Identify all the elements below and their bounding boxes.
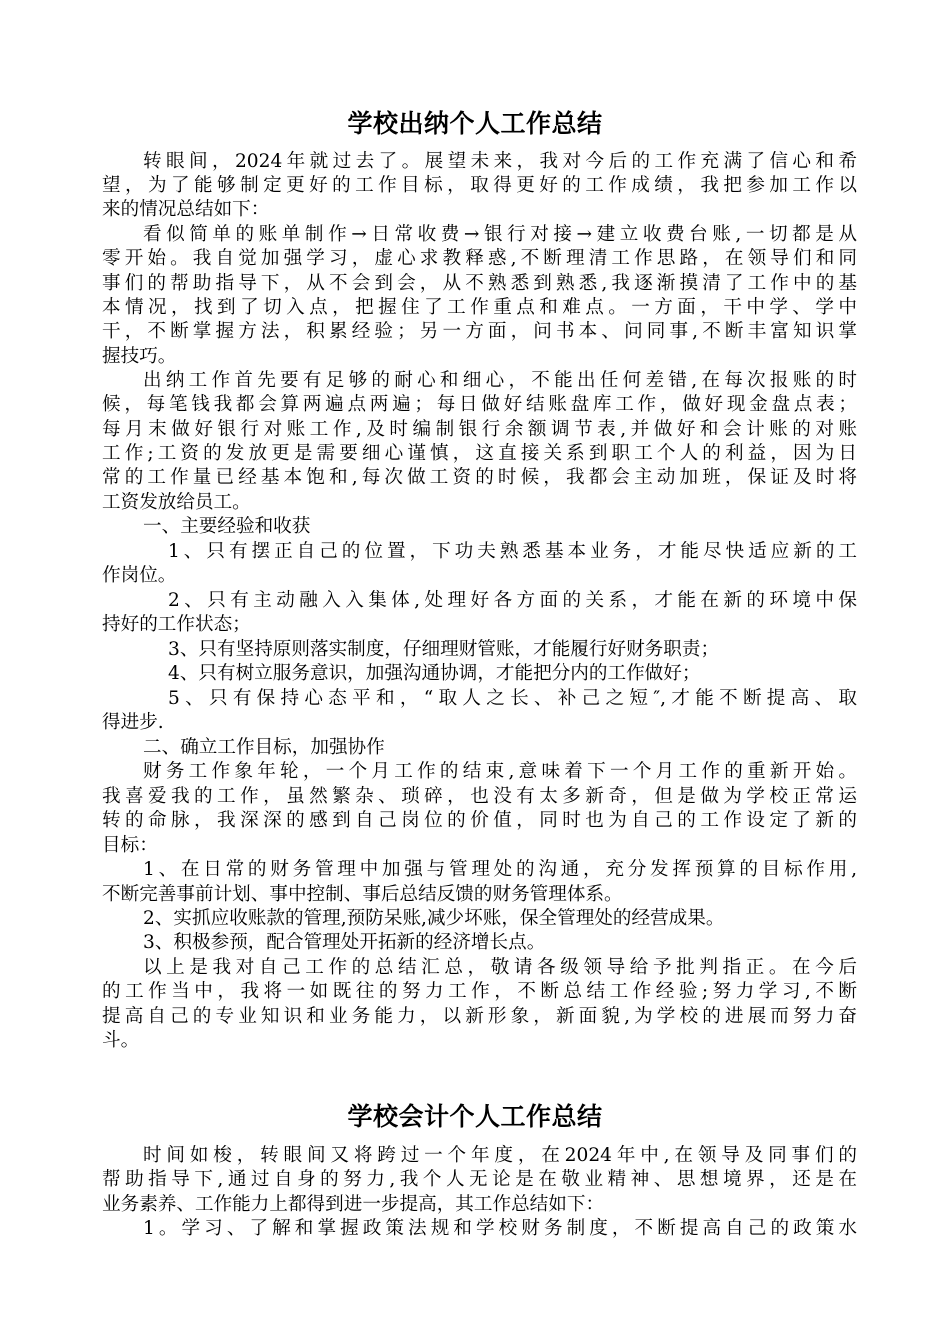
list-item-line: 作岗位。 bbox=[102, 565, 177, 586]
list-item-line: 2、只有主动融入入集体,处理好各方面的关系，才能在新的环境中保 bbox=[168, 590, 857, 611]
section2-title: 学校会计个人工作总结 bbox=[347, 1102, 603, 1131]
list-item-line: 5、只有保持心态平和，“取人之长、补己之短″,才能不断提高、取 bbox=[168, 688, 857, 709]
paragraph-line: 目标： bbox=[102, 835, 158, 856]
list-item-line: 持好的工作状态； bbox=[102, 614, 251, 635]
paragraph-line: 候，每笔钱我都会算两遍点两遍；每日做好结账盘库工作，做好现金盘点表； bbox=[102, 394, 857, 415]
paragraph-line: 转眼间，2024年就过去了。展望未来，我对今后的工作充满了信心和希 bbox=[143, 151, 857, 172]
paragraph-line: 提高自己的专业知识和业务能力，以新形象，新面貌,为学校的进展而努力奋 bbox=[102, 1006, 857, 1027]
paragraph-line: 以上是我对自己工作的总结汇总，敬请各级领导给予批判指正。在今后 bbox=[143, 957, 857, 978]
paragraph-line: 来的情况总结如下： bbox=[102, 199, 270, 220]
list-item-line: 4、只有树立服务意识，加强沟通协调，才能把分内的工作做好； bbox=[168, 663, 701, 684]
paragraph-line: 帮助指导下,通过自身的努力,我个人无论是在敬业精神、思想境界，还是在 bbox=[102, 1169, 857, 1190]
paragraph-line: 常的工作量已经基本饱和,每次做工资的时候，我都会主动加班，保证及时将 bbox=[102, 467, 857, 488]
paragraph-line: 转的命脉，我深深的感到自己岗位的价值，同时也为自己的工作设定了新的 bbox=[102, 810, 857, 831]
paragraph-line: 财务工作象年轮，一个月工作的结束,意味着下一个月工作的重新开始。 bbox=[143, 761, 857, 782]
list-item-line: 3、积极参预，配合管理处开拓新的经济增长点。 bbox=[143, 932, 546, 953]
list-item-line: 1、只有摆正自己的位置，下功夫熟悉基本业务，才能尽快适应新的工 bbox=[168, 541, 857, 562]
paragraph-line: 事们的帮助指导下，从不会到会，从不熟悉到熟悉,我逐渐摸清了工作中的基 bbox=[102, 273, 857, 294]
paragraph-line: 看似简单的账单制作→日常收费→银行对接→建立收费台账,一切都是从 bbox=[143, 224, 857, 245]
list-item-line: 2、实抓应收账款的管理,预防呆账,减少坏账，保全管理处的经营成果。 bbox=[143, 908, 725, 929]
paragraph-line: 我喜爱我的工作，虽然繁杂、琐碎，也没有太多新奇，但是做为学校正常运 bbox=[102, 786, 857, 807]
paragraph-line: 本情况，找到了切入点，把握住了工作重点和难点。一方面，干中学、学中 bbox=[102, 297, 857, 318]
paragraph-line: 斗。 bbox=[102, 1030, 140, 1051]
paragraph-line: 出纳工作首先要有足够的耐心和细心，不能出任何差错,在每次报账的时 bbox=[143, 370, 857, 391]
list-item-line: 得进步. bbox=[102, 712, 164, 733]
list-item-line: 不断完善事前计划、事中控制、事后总结反馈的财务管理体系。 bbox=[102, 884, 623, 905]
list-item-line: 1、在日常的财务管理中加强与管理处的沟通，充分发挥预算的目标作用, bbox=[143, 859, 857, 880]
paragraph-line: 每月末做好银行对账工作,及时编制银行余额调节表,并做好和会计账的对账 bbox=[102, 419, 857, 440]
section1-title: 学校出纳个人工作总结 bbox=[347, 109, 603, 138]
paragraph-line: 工资发放给员工。 bbox=[102, 492, 251, 513]
paragraph-line: 的工作当中，我将一如既往的努力工作，不断总结工作经验;努力学习,不断 bbox=[102, 981, 857, 1002]
list-item-line: 3、只有坚持原则落实制度，仔细理财管账，才能履行好财务职责； bbox=[168, 639, 720, 660]
paragraph-line: 业务素养、工作能力上都得到进一步提高，其工作总结如下： bbox=[102, 1194, 605, 1215]
paragraph-line: 1。学习、了解和掌握政策法规和学校财务制度，不断提高自己的政策水 bbox=[143, 1218, 857, 1239]
paragraph-line: 干，不断掌握方法，积累经验；另一方面，问书本、问同事,不断丰富知识掌 bbox=[102, 321, 857, 342]
paragraph-line: 望，为了能够制定更好的工作目标，取得更好的工作成绩，我把参加工作以 bbox=[102, 175, 857, 196]
paragraph-line: 工作;工资的发放更是需要细心谨慎，这直接关系到职工个人的利益，因为日 bbox=[102, 443, 857, 464]
paragraph-line: 零开始。我自觉加强学习，虚心求教释惑,不断理清工作思路，在领导们和同 bbox=[102, 248, 857, 269]
paragraph-line: 握技巧。 bbox=[102, 346, 177, 367]
section-heading: 二、确立工作目标，加强协作 bbox=[143, 737, 385, 758]
section-heading: 一、主要经验和收获 bbox=[143, 516, 311, 537]
paragraph-line: 时间如梭，转眼间又将跨过一个年度，在2024年中,在领导及同事们的 bbox=[143, 1145, 857, 1166]
